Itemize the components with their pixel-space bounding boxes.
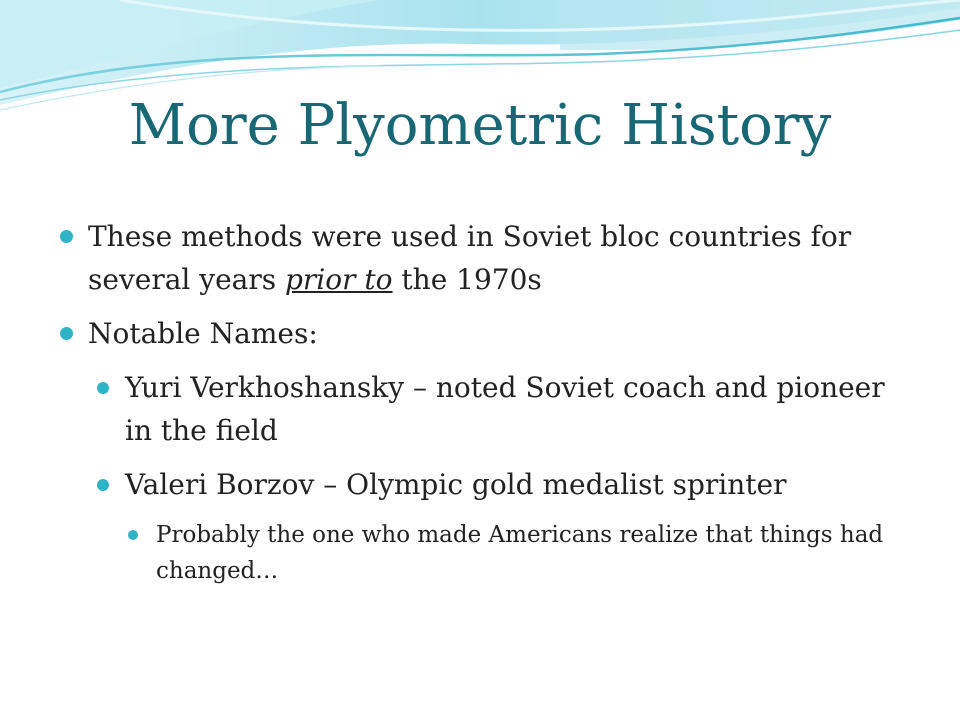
bullet-emphasis: prior to: [285, 263, 393, 296]
bullet-text: Yuri Verkhoshansky – noted Soviet coach and pioneer in the field: [125, 371, 885, 447]
bullet-text: Notable Names:: [88, 317, 318, 350]
bullet-dot-icon: [60, 230, 73, 243]
bullet-text: Valeri Borzov – Olympic gold medalist sprinter: [125, 468, 787, 501]
bullet-text: Probably the one who made Americans realize that things had changed…: [156, 522, 884, 584]
sub-bullet-item-verkhoshansky: [95, 366, 918, 452]
slide-title: More Plyometric History: [128, 93, 832, 158]
bullet-dot-icon: [60, 327, 73, 340]
bullet-text: the 1970s: [392, 263, 542, 296]
bullet-item-notable-names: [58, 312, 918, 355]
bullet-dot-icon: [97, 479, 109, 491]
sub-bullet-item-borzov: [95, 463, 918, 506]
bullet-dot-icon: [128, 530, 138, 540]
bullet-item-methods: [58, 215, 918, 301]
bullet-dot-icon: [97, 382, 109, 394]
slide-body: [58, 215, 918, 597]
bullet-text: These methods were used in Soviet bloc countries for several years: [88, 220, 852, 296]
sub-sub-bullet-item-americans: [126, 517, 918, 589]
